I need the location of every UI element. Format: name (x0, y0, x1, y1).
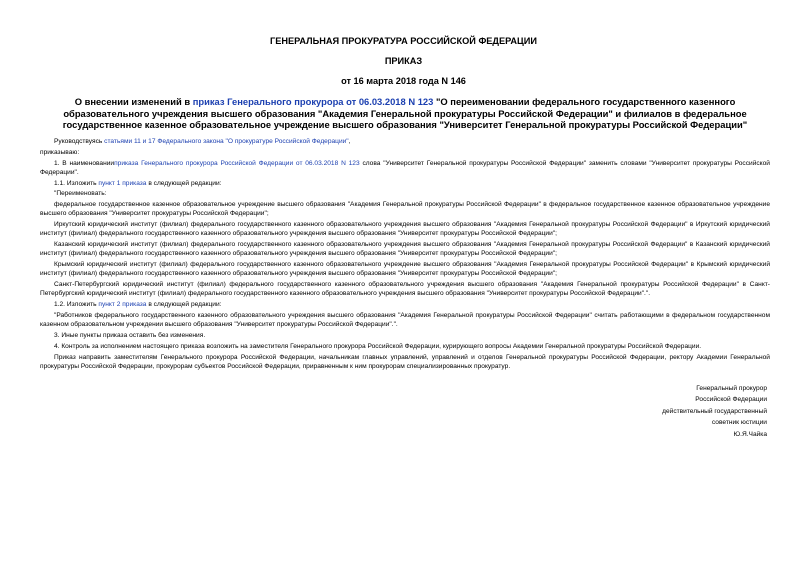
signature-block (567, 383, 767, 440)
paragraph: 3. Иные пункты приказа оставить без изменения. (54, 331, 206, 339)
text: 1.2. Изложить (54, 301, 99, 309)
clause-2-link[interactable]: пункт 2 приказа (98, 301, 147, 309)
paragraph: Приказ направить заместителям Генерального прокурора Российской Федерации, начальникам главных управлений, управлений и отделов Генеральной прокуратуры Российской Федерации, ректору Академии Генеральной прокуратуры Российской Федерации, прокурорам субъектов Российской Федерации, приравненным к ним прокурорам специализированных прокуратур. (40, 353, 770, 370)
date-number-heading: от 16 марта 2018 года N 146 (341, 76, 466, 86)
law-link[interactable]: статьями 11 и 17 Федерального закона "О прокуратуре Российской Федерации" (104, 138, 349, 145)
clause-1-link[interactable]: пункт 1 приказа (98, 179, 147, 187)
text: в следующей редакции: (146, 179, 222, 187)
paragraph (40, 179, 770, 188)
signature-line: действительный государственный (662, 407, 767, 415)
paragraph: Иркутский юридический институт (филиал) федерального государственного казенного образовательного учреждения высшего образования "Академия Генеральной прокуратуры Российской Федерации" в Иркутский юридический институт (филиал) федерального государственного казенного образовательного учреждения высшего образования "Университет прокуратуры Российской Федерации"; (40, 221, 770, 238)
text: 1. В наименовании (54, 159, 115, 167)
paragraph: Казанский юридический институт (филиал) федерального государственного казенного образовательного учреждения высшего образования "Академия Генеральной прокуратуры Российской Федерации" в Казанский юридический институт (филиал) федерального государственного казенного образовательного учреждения высшего образования "Университет прокуратуры Российской Федерации"; (40, 241, 770, 258)
doc-type-heading: ПРИКАЗ (384, 56, 423, 66)
paragraph: "Переименовать: (54, 190, 107, 198)
text: слова "Университет Генеральной прокуратуры Российской Федерации" заменить словами "Университет прокуратуры Российской Федерации". (40, 159, 770, 176)
document-body (40, 137, 770, 373)
paragraph: 4. Контроль за исполнением настоящего приказа возложить на заместителя Генерального прокурора Российской Федерации, курирующего вопросы Академии Генеральной прокуратуры Российской Федерации. (54, 342, 702, 350)
signature-line: Российской Федерации (695, 396, 767, 404)
document-title (40, 96, 770, 131)
text: в следующей редакции: (146, 301, 222, 309)
title-text: "О переименовании федерального государственного казенного образовательного учреждения высшего образования "Академия Генеральной прокуратуры Российской Федерации" и филиалов в федеральное государственное казенное образовательное учреждение высшего образования "Университет Генеральной прокуратуры Российской Федерации" (62, 96, 748, 131)
text: , (348, 138, 351, 145)
paragraph: "Работников федерального государственного казенного образовательного учреждения высшего образования "Академия Генеральной прокуратуры Российской Федерации" считать работающими в федеральном государственном казенном образовательном учреждении высшего образования "Университет прокуратуры Российской Федерации".". (40, 311, 770, 329)
text: Руководствуясь (54, 138, 105, 145)
title-link[interactable]: приказ Генерального прокурора от 06.03.2018 N 123 (192, 96, 434, 107)
paragraph (40, 137, 770, 146)
text: 1.1. Изложить (54, 179, 99, 187)
paragraph: федеральное государственное казенное образовательное учреждение высшего образования "Академия Генеральной прокуратуры Российской Федерации" в федеральное государственное казенное образовательное учреждение высшего образования "Университет прокуратуры Российской Федерации"; (40, 201, 770, 218)
title-text: О внесении изменений в (74, 96, 193, 107)
paragraph (40, 159, 770, 177)
org-heading: ГЕНЕРАЛЬНАЯ ПРОКУРАТУРА РОССИЙСКОЙ ФЕДЕРАЦИИ (270, 36, 537, 46)
paragraph (40, 300, 770, 309)
paragraph: Крымский юридический институт (филиал) федерального государственного казенного образовательного учреждение высшего образования "Академия Генеральной прокуратуры Российской Федерации" в Крымский юридический институт (филиал) федерального государственного казенного образовательного учреждения высшего образования "Университет прокуратуры Российской Федерации"; (40, 261, 770, 278)
paragraph: приказываю: (40, 148, 80, 156)
signature-line: советник юстиции (711, 419, 767, 427)
order-link[interactable]: приказа Генерального прокурора Российской Федерации от 06.03.2018 N 123 (114, 159, 360, 167)
signature-name: Ю.Я.Чайка (733, 430, 767, 438)
paragraph: Санкт-Петербургский юридический институт (филиал) федерального государственного казенного образовательного учреждения высшего образования "Академия Генеральной прокуратуры Российской Федерации" в Санкт-Петербургский юридический институт (филиал) федерального государственного казенного образовательного учреждения высшего образования "Университет прокуратуры Российской Федерации".". (40, 281, 770, 298)
signature-line: Генеральный прокурор (696, 385, 767, 392)
